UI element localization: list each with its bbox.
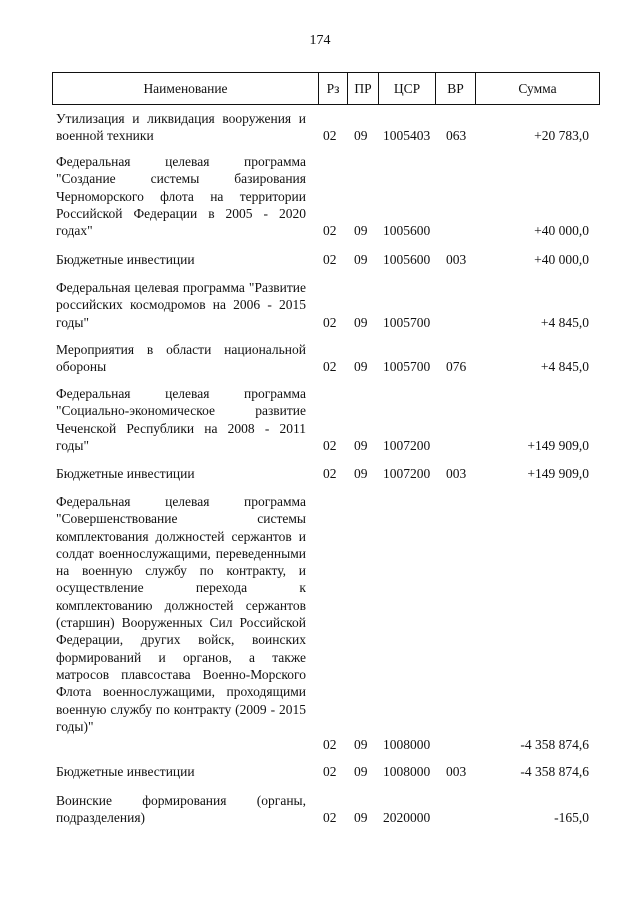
row-name: Федеральная целевая программа "Создание системы базирования Черноморского флота на территории Российской Федерации в 2005 - 2020 годах" <box>56 154 306 239</box>
row-csr: 2020000 <box>383 810 431 825</box>
row-name: Мероприятия в области национальной обороны <box>56 342 306 375</box>
row-rz: 02 <box>323 128 337 143</box>
row-name: Бюджетные инвестиции <box>56 466 195 481</box>
table-row <box>56 153 596 241</box>
row-sum: +4 845,0 <box>540 359 589 374</box>
row-rz: 02 <box>323 466 337 481</box>
table-row <box>56 763 596 781</box>
row-name: Бюджетные инвестиции <box>56 252 195 267</box>
header-rz: Рз <box>318 73 347 104</box>
table-row <box>56 385 596 457</box>
row-sum: +40 000,0 <box>534 223 589 238</box>
row-csr: 1008000 <box>383 737 431 752</box>
row-rz: 02 <box>323 764 337 779</box>
row-csr: 1005600 <box>383 223 431 238</box>
row-pr: 09 <box>354 128 368 143</box>
header-vr: ВР <box>435 73 475 104</box>
row-vr: 003 <box>446 764 467 779</box>
row-csr: 1007200 <box>383 438 431 453</box>
header-sum: Сумма <box>475 73 599 104</box>
row-vr: 003 <box>446 252 467 267</box>
row-csr: 1005600 <box>383 252 431 267</box>
table-row <box>56 279 596 333</box>
row-rz: 02 <box>323 223 337 238</box>
row-csr: 1008000 <box>383 764 431 779</box>
row-pr: 09 <box>354 764 368 779</box>
row-rz: 02 <box>323 252 337 267</box>
row-vr: 063 <box>446 128 467 143</box>
row-sum: -4 358 874,6 <box>520 764 589 779</box>
table-row <box>56 465 596 483</box>
row-csr: 1005700 <box>383 315 431 330</box>
header-csr: ЦСР <box>378 73 435 104</box>
row-rz: 02 <box>323 315 337 330</box>
row-rz: 02 <box>323 438 337 453</box>
row-vr: 076 <box>446 359 467 374</box>
table-row <box>56 493 596 753</box>
row-name: Утилизация и ликвидация вооружения и военной техники <box>56 111 306 144</box>
row-pr: 09 <box>354 359 368 374</box>
row-sum: -4 358 874,6 <box>520 737 589 752</box>
row-rz: 02 <box>323 359 337 374</box>
row-sum: +40 000,0 <box>534 252 589 267</box>
table-row <box>56 792 596 828</box>
row-name: Федеральная целевая программа "Социально-экономическое развитие Чеченской Республики на 2008 - 2011 годы" <box>56 386 306 453</box>
row-name: Федеральная целевая программа "Совершенствование системы комплектования должностей сержантов и солдат военнослужащими, переведенными на военную службу по контракту, и осуществление перехода к комплектованию должностей сержантов (старшин) Вооруженных Сил Российской Федерации, других войск, воинских формирований и органов, а также матросов плавсостава Военно-Морского Флота военнослужащими, проходящими военную службу по контракту (2009 - 2015 годы)" <box>56 494 306 734</box>
row-pr: 09 <box>354 315 368 330</box>
row-pr: 09 <box>354 438 368 453</box>
row-name: Воинские формирования (органы, подразделения) <box>56 793 306 826</box>
row-pr: 09 <box>354 252 368 267</box>
row-sum: +149 909,0 <box>527 466 589 481</box>
row-pr: 09 <box>354 466 368 481</box>
header-name: Наименование <box>143 81 228 96</box>
page-number: 174 <box>309 33 331 48</box>
row-name: Федеральная целевая программа "Развитие российских космодромов на 2006 - 2015 годы" <box>56 280 306 330</box>
row-sum: +149 909,0 <box>527 438 589 453</box>
header-pr: ПР <box>347 73 378 104</box>
row-sum: -165,0 <box>554 810 589 825</box>
row-pr: 09 <box>354 223 368 238</box>
row-rz: 02 <box>323 737 337 752</box>
row-name: Бюджетные инвестиции <box>56 764 195 779</box>
row-pr: 09 <box>354 737 368 752</box>
row-sum: +4 845,0 <box>540 315 589 330</box>
row-rz: 02 <box>323 810 337 825</box>
table-row <box>56 110 596 146</box>
table-row <box>56 251 596 269</box>
row-sum: +20 783,0 <box>534 128 589 143</box>
row-csr: 1005700 <box>383 359 431 374</box>
row-vr: 003 <box>446 466 467 481</box>
row-csr: 1005403 <box>383 128 431 143</box>
table-row <box>56 341 596 377</box>
row-csr: 1007200 <box>383 466 431 481</box>
table-header <box>52 72 600 105</box>
row-pr: 09 <box>354 810 368 825</box>
